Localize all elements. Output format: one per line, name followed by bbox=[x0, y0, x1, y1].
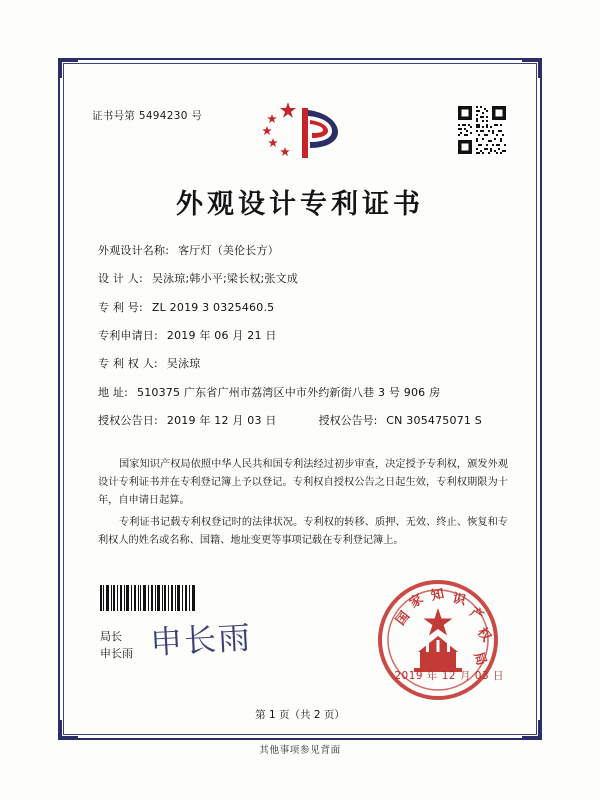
certificate-fields bbox=[98, 244, 508, 442]
field-row-design-name bbox=[98, 244, 508, 259]
field-value: 510375 广东省广州市荔湾区中市外约新街八巷 3 号 906 房 bbox=[137, 385, 441, 399]
field-label: 专利申请日: bbox=[98, 329, 158, 343]
page-number: 第 1 页（共 2 页） bbox=[255, 709, 345, 721]
field-row-grant-announcement bbox=[98, 414, 508, 429]
svg-text:局: 局 bbox=[470, 650, 489, 668]
signature-name: 申长雨 bbox=[100, 647, 133, 661]
field-label: 设 计 人: bbox=[98, 272, 143, 286]
field-label: 授权公告日: bbox=[98, 414, 158, 428]
svg-text:知: 知 bbox=[429, 586, 446, 604]
field-label: 外观设计名称: bbox=[98, 244, 170, 257]
field-value: 吴泳琼;韩小平;梁长权;张文成 bbox=[151, 272, 299, 286]
field-row-patent-number bbox=[98, 301, 508, 316]
svg-text:国: 国 bbox=[393, 608, 414, 629]
corner-ornament-bottom-right bbox=[522, 720, 542, 740]
cnipa-logo-icon bbox=[258, 100, 344, 162]
field-row-application-date bbox=[98, 329, 508, 344]
corner-ornament-top-right bbox=[522, 58, 542, 78]
field-row-patentee bbox=[98, 357, 508, 372]
svg-text:权: 权 bbox=[473, 625, 494, 645]
certificate-number: 证书号第 5494230 号 bbox=[92, 110, 203, 122]
footnote: 其他事项参见背面 bbox=[259, 745, 341, 756]
seal-date: 2019 年 12 月 03 日 bbox=[394, 670, 504, 682]
signature-title: 局长 bbox=[100, 630, 122, 643]
field-label-secondary: 授权公告号: bbox=[318, 414, 378, 428]
field-row-address bbox=[98, 386, 508, 401]
legal-paragraph-1: 国家知识产权局依照中华人民共和国专利法经过初步审查，决定授予专利权，颁发外观设计专利证书并在专利登记簿上予以登记。专利权自授权公告之日起生效，专利权期限为十年，自申请日起算。 bbox=[98, 459, 508, 506]
handwritten-signature: 申长雨 bbox=[149, 618, 254, 662]
field-value: 吴泳琼 bbox=[166, 357, 201, 371]
field-label: 专 利 权 人: bbox=[98, 357, 158, 371]
field-label: 地 址: bbox=[98, 385, 129, 399]
page-title: 外观设计专利证书 bbox=[176, 189, 424, 220]
svg-text:识: 识 bbox=[451, 591, 468, 609]
legal-paragraph-2: 专利证书记载专利权登记时的法律状况。专利权的转移、质押、无效、终止、恢复和专利权人的姓名或名称、国籍、地址变更等事项记载在专利登记簿上。 bbox=[98, 517, 508, 546]
field-value: 2019 年 06 月 21 日 bbox=[166, 329, 277, 343]
svg-text:家: 家 bbox=[407, 591, 427, 612]
field-value: 2019 年 12 月 03 日 bbox=[166, 414, 277, 428]
field-value: ZL 2019 3 0325460.5 bbox=[151, 300, 275, 314]
official-red-seal-icon bbox=[376, 578, 500, 702]
corner-ornament-top-left bbox=[58, 58, 78, 78]
signature-block bbox=[100, 628, 133, 662]
field-value: 客厅灯（美伦长方） bbox=[178, 244, 279, 257]
qr-code-icon bbox=[456, 104, 508, 156]
corner-ornament-bottom-left bbox=[58, 720, 78, 740]
svg-text:产: 产 bbox=[466, 604, 486, 625]
field-row-designers bbox=[98, 272, 508, 287]
barcode-icon bbox=[100, 585, 196, 611]
field-value-secondary: CN 305475071 S bbox=[386, 414, 482, 428]
field-label: 专 利 号: bbox=[98, 300, 143, 314]
